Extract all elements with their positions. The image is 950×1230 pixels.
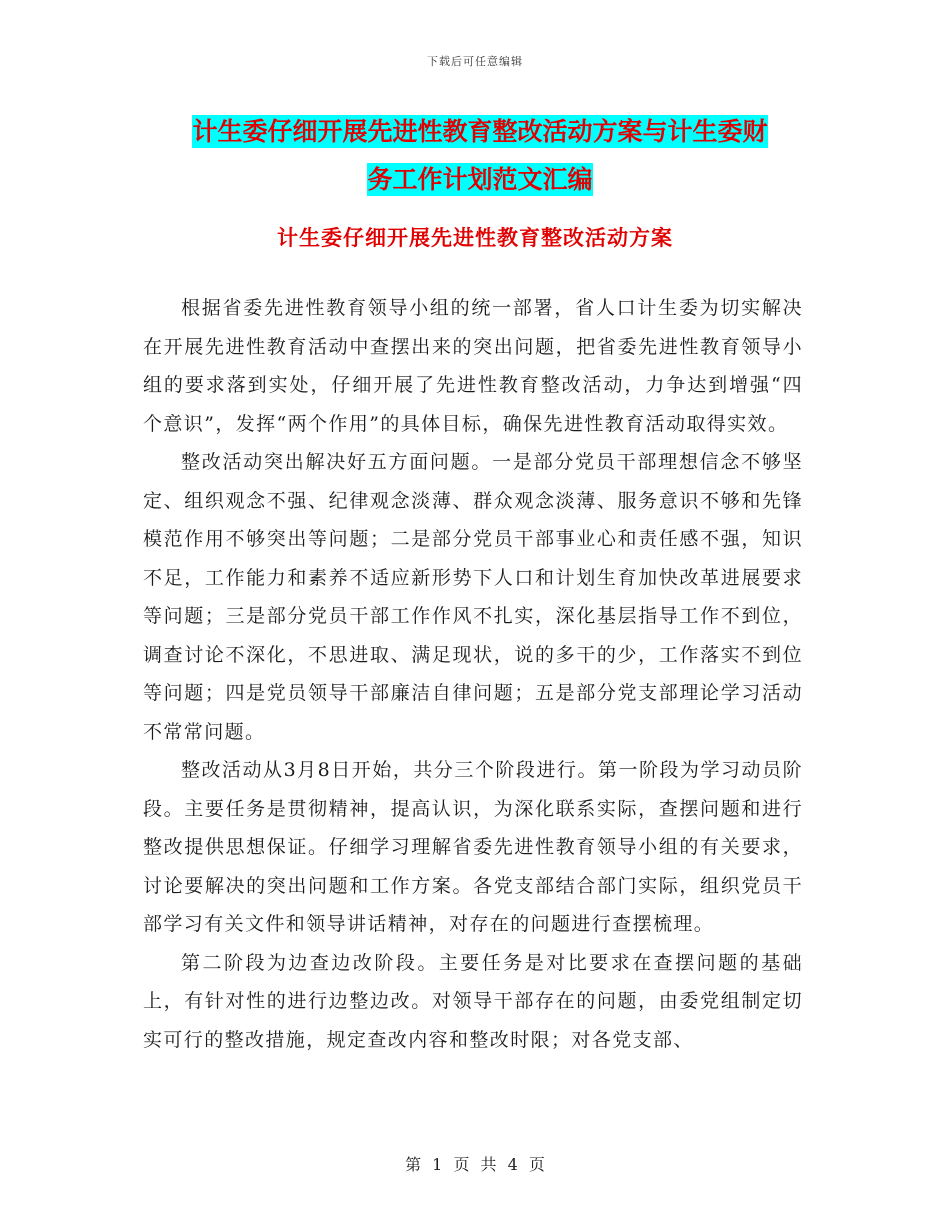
section-heading: 计生委仔细开展先进性教育整改活动方案 — [277, 226, 673, 250]
paragraph: 整改活动突出解决好五方面问题。一是部分党员干部理想信念不够坚定、组织观念不强、纪律观念淡薄、群众观念淡薄、服务意识不够和先锋模范作用不够突出等问题；二是部分党员干部事业心和责任感不强，知识不足，工作能力和素养不适应新形势下人口和计划生育加快改革进展要求等问题；三是部分党员干部工作作风不扎实，深化基层指导工作不到位，调查讨论不深化，不思进取、满足现状，说的多干的少，工作落实不到位等问题；四是党员领导干部廉洁自律问题；五是部分党支部理论学习活动不常常问题。 — [143, 451, 803, 743]
header-note: 下载后可任意编辑 — [427, 55, 523, 68]
paragraph: 整改活动从3月8日开始，共分三个阶段进行。第一阶段为学习动员阶段。主要任务是贯彻精神，提高认识，为深化联系实际，查摆问题和进行整改提供思想保证。仔细学习理解省委先进性教育领导小组的有关要求，讨论要解决的突出问题和工作方案。各党支部结合部门实际，组织党员干部学习有关文件和领导讲话精神，对存在的问题进行查摆梳理。 — [143, 759, 803, 935]
page-footer: 第 1 页 共 4 页 — [405, 1155, 545, 1174]
paragraph: 根据省委先进性教育领导小组的统一部署，省人口计生委为切实解决在开展先进性教育活动中查摆出来的突出问题，把省委先进性教育领导小组的要求落到实处，仔细开展了先进性教育整改活动，力争达到增强“四个意识”，发挥“两个作用”的具体目标，确保先进性教育活动取得实效。 — [143, 297, 803, 435]
body-text — [143, 289, 803, 1059]
document-title-line-1: 计生委仔细开展先进性教育整改活动方案与计生委财 — [192, 117, 768, 146]
paragraph: 第二阶段为边查边改阶段。主要任务是对比要求在查摆问题的基础上，有针对性的进行边整边改。对领导干部存在的问题，由委党组制定切实可行的整改措施，规定查改内容和整改时限；对各党支部、 — [143, 951, 803, 1051]
document-title — [140, 108, 820, 204]
document-title-line-2: 务工作计划范文汇编 — [367, 165, 593, 194]
